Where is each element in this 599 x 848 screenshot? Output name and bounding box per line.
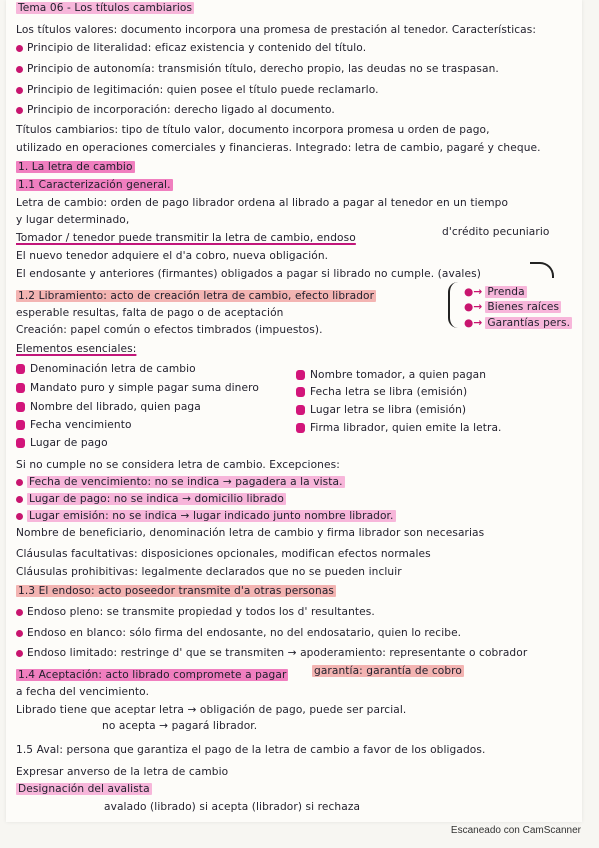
endorsement-sub-item: garantía: garantía de cobro bbox=[314, 665, 462, 677]
bullet-icon bbox=[16, 479, 23, 486]
note-line: Nombre de beneficiario, denominación letra de cambio y firma librador son necesarias bbox=[16, 527, 485, 539]
exception-item: Lugar emisión: no se indica → lugar indicado junto nombre librador. bbox=[16, 510, 396, 523]
note-line: Principio de legitimación: quien posee el título puede reclamarlo. bbox=[16, 84, 379, 97]
list-item: Lugar letra se libra (emisión) bbox=[296, 404, 466, 417]
list-item: Fecha vencimiento bbox=[16, 419, 132, 432]
bullet-icon bbox=[16, 609, 23, 616]
note-line: avalado (librado) si acepta (librador) si rechaza bbox=[104, 801, 361, 813]
note-line: Cláusulas facultativas: disposiciones opcionales, modifican efectos normales bbox=[16, 548, 431, 560]
note-line: Los títulos valores: documento incorpora una promesa de prestación al tenedor. Características: bbox=[16, 24, 537, 36]
note-line: 1.2 Libramiento: acto de creación letra de cambio, efecto librador bbox=[18, 290, 375, 302]
guarantee-item: ●→ Prenda bbox=[464, 286, 525, 298]
arrow-bullet-icon: ●→ bbox=[464, 317, 483, 329]
note-line: Principio de literalidad: eficaz existencia y contenido del título. bbox=[16, 42, 366, 55]
list-item: Denominación letra de cambio bbox=[16, 363, 196, 376]
list-item: Nombre del librado, quien paga bbox=[16, 401, 201, 414]
note-line: Tema 06 - Los títulos cambiarios bbox=[18, 2, 193, 14]
list-item: Firma librador, quien emite la letra. bbox=[296, 422, 502, 435]
list-item: Mandato puro y simple pagar suma dinero bbox=[16, 382, 259, 395]
list-item: Nombre tomador, a quien pagan bbox=[296, 369, 486, 382]
curved-arrow-icon bbox=[530, 262, 554, 278]
scanned-page bbox=[6, 0, 582, 822]
note-line: y lugar determinado, bbox=[16, 214, 130, 226]
section-heading: 1. La letra de cambio bbox=[18, 161, 133, 173]
bullet-icon bbox=[16, 650, 23, 657]
arrow-bullet-icon: ●→ bbox=[464, 301, 483, 313]
note-line: Principio de incorporación: derecho ligado al documento. bbox=[16, 104, 335, 117]
note-line: a fecha del vencimiento. bbox=[16, 686, 150, 698]
subsection-heading: 1.5 Aval: persona que garantiza el pago de la letra de cambio a favor de los obligados. bbox=[16, 744, 486, 756]
endorsement-item: Endoso pleno: se transmite propiedad y todos los d' resultantes. bbox=[16, 606, 375, 619]
note-line: Tomador / tenedor puede transmitir la letra de cambio, endoso bbox=[16, 232, 356, 244]
exception-item: Lugar de pago: no se indica → domicilio librado bbox=[16, 493, 286, 506]
number-icon bbox=[16, 402, 25, 412]
bullet-icon bbox=[16, 66, 23, 73]
subsection-heading: 1.3 El endoso: acto poseedor transmite d'a otras personas bbox=[18, 585, 335, 597]
bullet-icon bbox=[16, 45, 23, 52]
scanner-footer: Escaneado con CamScanner bbox=[450, 825, 581, 836]
note-line: esperable resultas, falta de pago o de aceptación bbox=[16, 307, 284, 319]
note-line: Designación del avalista bbox=[18, 783, 150, 795]
number-icon bbox=[16, 420, 25, 430]
number-icon bbox=[16, 438, 25, 448]
note-line: Títulos cambiarios: tipo de título valor, documento incorpora promesa u orden de pago, bbox=[16, 124, 490, 136]
endorsement-item: Endoso en blanco: sólo firma del endosante, no del endosatario, quien lo recibe. bbox=[16, 627, 461, 640]
number-icon bbox=[16, 364, 25, 374]
note-line: El endosante y anteriores (firmantes) obligados a pagar si librado no cumple. (avales) bbox=[16, 268, 481, 280]
number-icon bbox=[16, 383, 25, 393]
number-icon bbox=[296, 370, 305, 380]
arrow-bullet-icon: ●→ bbox=[464, 286, 483, 298]
list-item: Fecha letra se libra (emisión) bbox=[296, 386, 467, 399]
bullet-icon bbox=[16, 496, 23, 503]
subheading: Elementos esenciales: bbox=[16, 343, 137, 355]
subsection-heading: 1.1 Caracterización general. bbox=[18, 179, 171, 191]
list-item: Lugar de pago bbox=[16, 437, 108, 450]
guarantee-item: ●→ Bienes raíces bbox=[464, 301, 560, 313]
number-icon bbox=[296, 423, 305, 433]
brace-icon bbox=[448, 282, 462, 328]
note-line: Principio de autonomía: transmisión título, derecho propio, las deudas no se traspasan. bbox=[16, 63, 499, 76]
guarantee-item: ●→ Garantías pers. bbox=[464, 317, 571, 329]
note-line: Expresar anverso de la letra de cambio bbox=[16, 766, 229, 778]
note-line: Librado tiene que aceptar letra → obligación de pago, puede ser parcial. bbox=[16, 704, 407, 716]
note-line: Si no cumple no se considera letra de cambio. Excepciones: bbox=[16, 459, 340, 471]
note-line: utilizado en operaciones comerciales y financieras. Integrado: letra de cambio, pagaré y cheque. bbox=[16, 142, 541, 154]
subsection-heading: 1.4 Aceptación: acto librado compromete a pagar bbox=[18, 669, 287, 681]
bullet-icon bbox=[16, 107, 23, 114]
note-line: Letra de cambio: orden de pago librador ordena al librado a pagar al tenedor en un tiempo bbox=[16, 197, 509, 209]
endorsement-item: Endoso limitado: restringe d' que se transmiten → apoderamiento: representante o cobrador bbox=[16, 647, 527, 660]
note-line: El nuevo tenedor adquiere el d'a cobro, nueva obligación. bbox=[16, 250, 329, 262]
note-aside: d'crédito pecuniario bbox=[442, 226, 550, 238]
bullet-icon bbox=[16, 630, 23, 637]
note-line: Cláusulas prohibitivas: legalmente declarados que no se pueden incluir bbox=[16, 566, 402, 578]
number-icon bbox=[296, 387, 305, 397]
number-icon bbox=[296, 405, 305, 415]
note-line: Creación: papel común o efectos timbrados (impuestos). bbox=[16, 324, 323, 336]
bullet-icon bbox=[16, 513, 23, 520]
bullet-icon bbox=[16, 87, 23, 94]
exception-item: Fecha de vencimiento: no se indica → pagadera a la vista. bbox=[16, 476, 345, 489]
note-line: no acepta → pagará librador. bbox=[102, 720, 258, 732]
